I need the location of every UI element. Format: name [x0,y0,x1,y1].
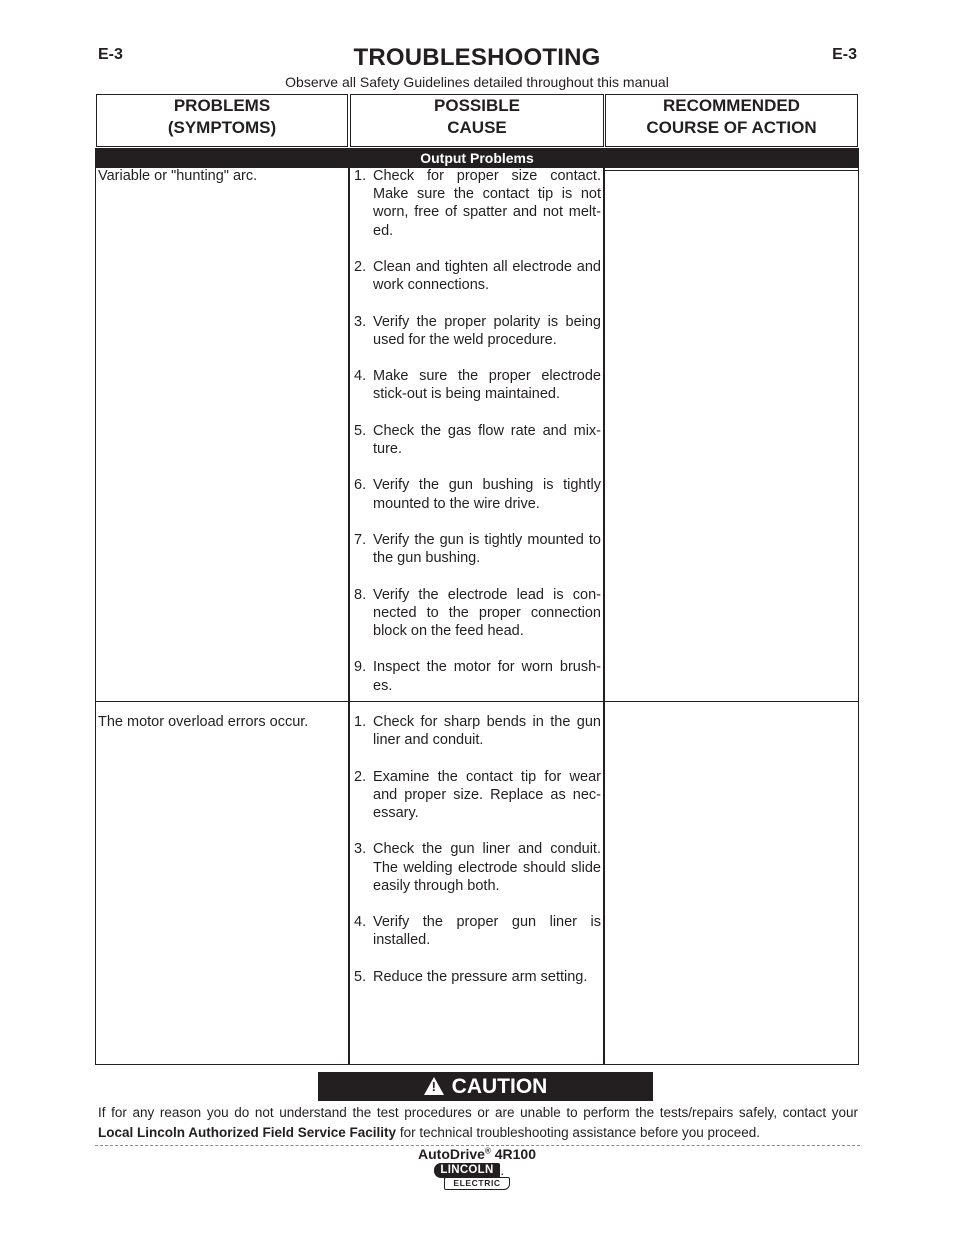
list-item: 3. Check the gun liner and conduit. The welding electrode should slide easily through both. [354,841,601,894]
page-title: TROUBLESHOOTING [353,44,601,71]
lincoln-electric-logo: LINCOLN ELECTRIC . [434,1163,510,1190]
list-item: 1. Check for sharp bends in the gun liner and conduit. [354,714,601,749]
symptom-motor-overload: The motor overload errors occur. [98,714,309,730]
warning-triangle-icon: ! [424,1077,444,1095]
caution-text: If for any reason you do not understand the test procedures or are unable to perform the tests/repairs safely, contact your Local Lincoln Authorized Field Service Facility for technical troubleshooting assistance before you proceed. [98,1105,858,1140]
list-item: 4. Make sure the proper electrode stick-out is being maintained. [354,368,601,403]
list-item: 6. Verify the gun bushing is tightly mounted to the wire drive. [354,477,601,512]
list-item: 9. Inspect the motor for worn brush-es. [354,659,601,694]
list-item: 5. Check the gas flow rate and mix-ture. [354,422,601,457]
page-code-right: E-3 [832,46,857,63]
action-top-border [605,170,859,171]
list-item: 8. Verify the electrode lead is con-nected to the proper connection block on the feed head. [354,586,601,639]
section-band-output-problems: Output Problems [95,148,859,168]
table-left-border [95,168,96,1065]
header-problems: PROBLEMS (SYMPTOMS) [96,94,348,147]
list-item: 2. Clean and tighten all electrode and work connections. [354,259,601,294]
list-item: 1. Check for proper size contact. Make sure the contact tip is not worn, free of spatter and not melt-ed. [354,168,601,239]
table-bottom-border [95,1064,859,1065]
list-item: 7. Verify the gun is tightly mounted to the gun bushing. [354,531,601,567]
column-divider-1 [348,168,350,1065]
list-item: 4. Verify the proper gun liner is installed. [354,914,601,949]
caution-banner: ! CAUTION [318,1072,653,1101]
header-recommended-action: RECOMMENDED COURSE OF ACTION [605,94,858,147]
causes-list-row-2 [354,713,601,1004]
page-code-left: E-3 [98,46,123,63]
list-item: 5. Reduce the pressure arm setting. [354,968,588,985]
safety-note: Observe all Safety Guidelines detailed throughout this manual [285,74,669,90]
model-name: AutoDrive® 4R100 [418,1146,536,1162]
causes-list-row-1 [354,167,601,713]
list-item: 2. Examine the contact tip for wear and proper size. Replace as nec-essary. [354,768,601,821]
symptom-hunting-arc: Variable or "hunting" arc. [98,168,258,184]
column-divider-2 [603,168,605,1065]
list-item: 3. Verify the proper polarity is being used for the weld procedure. [354,313,601,348]
header-possible-cause: POSSIBLE CAUSE [350,94,604,147]
table-right-border [858,168,859,1065]
troubleshooting-table [95,94,859,1065]
